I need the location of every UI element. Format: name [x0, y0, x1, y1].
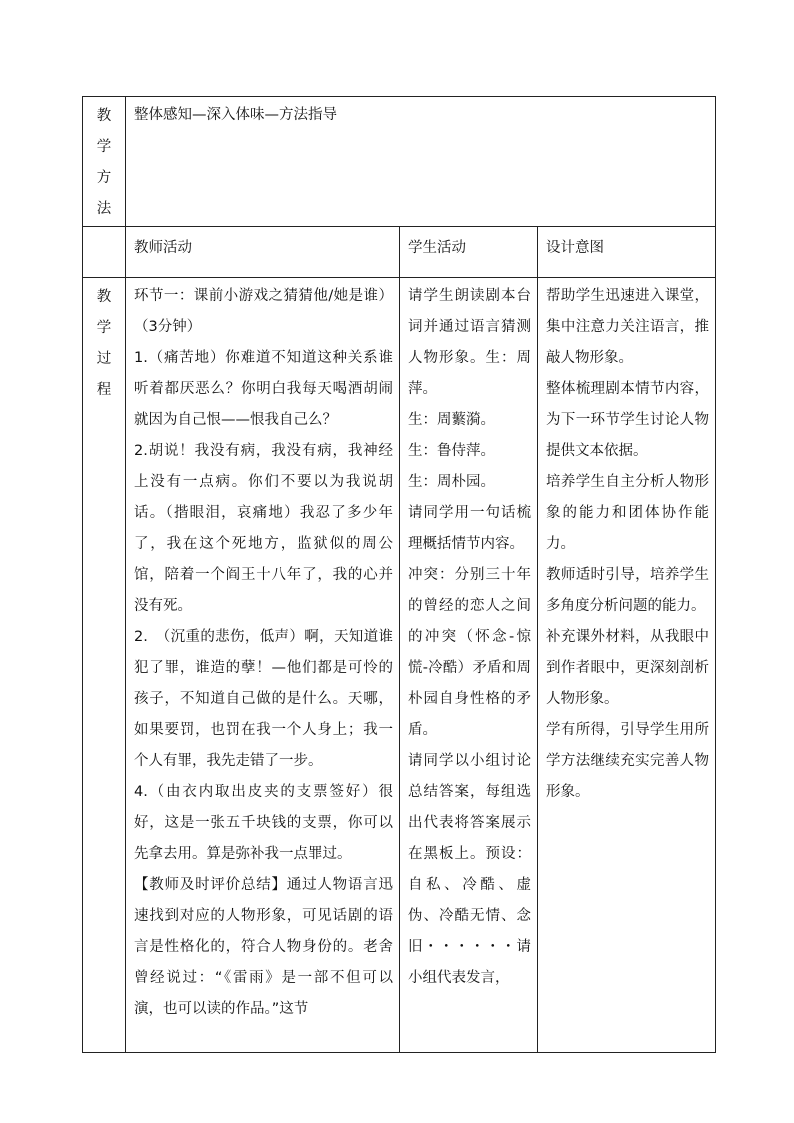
design-intent-cell	[538, 278, 716, 1053]
teaching-method-row	[83, 97, 716, 227]
process-label: 教 学 过 程	[83, 278, 126, 1053]
method-text: 整体感知—深入体味—方法指导	[126, 97, 716, 227]
student-activity-header: 学生活动	[400, 227, 538, 278]
student-paragraph: 请同学用一句话梳理概括情节内容。	[408, 505, 531, 552]
teacher-paragraph: 环节一：课前小游戏之猜猜他/她是谁）（3分钟）	[134, 288, 393, 335]
student-paragraph: 请学生朗读剧本台词并通过语言猜测人物形象。生：周萍。	[408, 288, 531, 397]
teacher-paragraph: 4.（由衣内取出皮夹的支票签好）很好，这是一张五千块钱的支票，你可以先拿去用。算是弥补我一点罪过。	[134, 784, 393, 862]
design-paragraph: 教师适时引导，培养学生多角度分析问题的能力。	[546, 567, 710, 614]
teacher-paragraph: 1.（痛苦地）你难道不知道这种关系谁听着都厌恶么？你明白我每天喝酒胡闹就因为自己恨——恨我自己么？	[134, 350, 393, 428]
design-intent-header: 设计意图	[538, 227, 716, 278]
teacher-activity-header: 教师活动	[126, 227, 400, 278]
student-paragraph: 生：周蘩漪。	[408, 412, 495, 428]
design-paragraph: 帮助学生迅速进入课堂，集中注意力关注语言，推敲人物形象。	[546, 288, 710, 366]
teacher-paragraph: 2.胡说！我没有病，我没有病，我神经上没有一点病。你们不要以为我说胡话。（揩眼泪，哀痛地）我忍了多少年了，我在这个死地方，监狱似的周公馆，陪着一个阎王十八年了，我的心并没有死。	[134, 443, 393, 614]
teaching-process-row	[83, 278, 716, 1053]
student-paragraph: 冲突：分别三十年的曾经的恋人之间的冲突（怀念-惊慌-冷酷）矛盾和周朴园自身性格的矛盾。	[408, 567, 531, 738]
design-paragraph: 整体梳理剧本情节内容，为下一环节学生讨论人物提供文本依据。	[546, 381, 710, 459]
student-paragraph: 请同学以小组讨论总结答案，每组选出代表将答案展示在黑板上。预设：自私、冷酷、虚伪、冷酷无情、念旧・・・・・・请小组代表发言，	[408, 753, 531, 986]
design-paragraph: 学有所得，引导学生用所学方法继续充实完善人物形象。	[546, 722, 710, 800]
design-paragraph: 补充课外材料，从我眼中到作者眼中，更深刻剖析人物形象。	[546, 629, 710, 707]
student-paragraph: 生：周朴园。	[408, 474, 495, 490]
student-activity-cell	[400, 278, 538, 1053]
blank-header-cell	[83, 227, 126, 278]
lesson-plan-table	[82, 96, 716, 1053]
method-label: 教 学 方 法	[83, 97, 126, 227]
design-paragraph: 培养学生自主分析人物形象的能力和团体协作能力。	[546, 474, 710, 552]
header-row	[83, 227, 716, 278]
teacher-activity-cell	[126, 278, 400, 1053]
student-paragraph: 生：鲁侍萍。	[408, 443, 495, 459]
teacher-paragraph: 【教师及时评价总结】通过人物语言迅速找到对应的人物形象，可见话剧的语言是性格化的，符合人物身份的。老舍曾经说过：“《雷雨》是一部不但可以演，也可以读的作品。”这节	[134, 877, 393, 1017]
teacher-paragraph: 2. （沉重的悲伤，低声）啊，天知道谁犯了罪，谁造的孽！—他们都是可怜的孩子，不知道自己做的是什么。天哪，如果要罚，也罚在我一个人身上；我一个人有罪，我先走错了一步。	[134, 629, 393, 769]
